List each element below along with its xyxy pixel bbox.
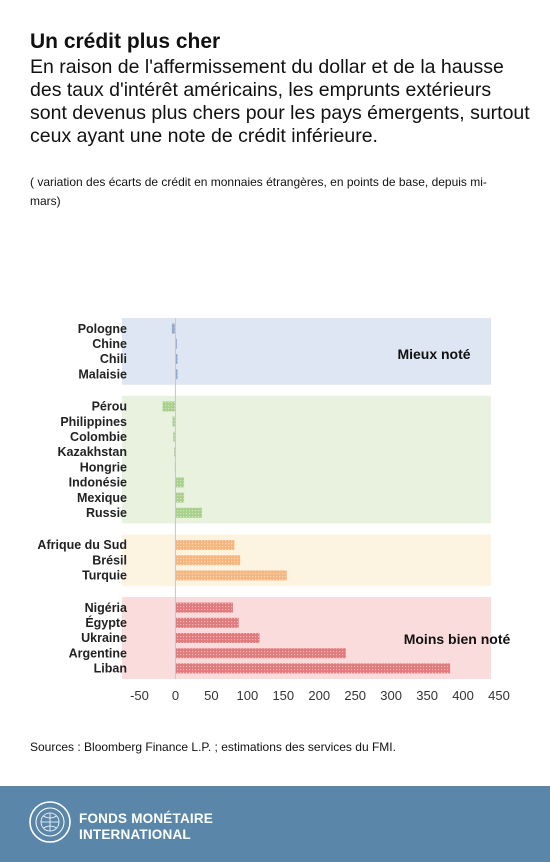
group-label: Mieux noté (397, 346, 471, 362)
category-label: Pérou (91, 399, 127, 414)
category-label: Chili (99, 352, 127, 367)
category-label: Russie (86, 506, 127, 520)
category-labels (37, 322, 128, 676)
x-tick-label: 300 (380, 688, 403, 703)
bar-texture (172, 324, 176, 334)
source-note: Sources : Bloomberg Finance L.P. ; estimations des services du FMI. (30, 740, 396, 754)
bar-chart (0, 300, 550, 710)
category-label: Pologne (77, 321, 127, 336)
category-label: Turquie (82, 568, 127, 583)
bar-texture (175, 648, 345, 658)
category-label: Argentine (68, 646, 127, 661)
x-tick-label: -50 (130, 688, 149, 703)
category-label: Philippines (60, 414, 127, 429)
x-tick-label: 250 (344, 688, 367, 703)
bar-texture (175, 570, 286, 580)
x-tick-label: 100 (236, 688, 259, 703)
x-tick-label: 400 (452, 688, 474, 703)
category-label: Afrique du Sud (37, 538, 127, 553)
category-label: Colombie (70, 430, 127, 444)
bar-texture (175, 663, 450, 673)
x-tick-label: 50 (204, 688, 219, 703)
group-band (122, 396, 491, 524)
bar-texture (175, 603, 233, 613)
x-tick-label: 350 (416, 688, 438, 703)
category-label: Nigéria (84, 600, 127, 615)
org-line2: INTERNATIONAL (79, 827, 191, 842)
bar-texture (175, 555, 240, 565)
bar-texture (175, 540, 234, 550)
x-tick-labels (130, 688, 510, 703)
imf-wordmark (79, 811, 213, 843)
category-label: Chine (92, 337, 127, 351)
x-tick-label: 150 (272, 688, 295, 703)
category-label: Mexique (76, 490, 127, 505)
category-label: Liban (93, 661, 127, 676)
x-tick-label: 200 (308, 688, 331, 703)
footer-bar (0, 786, 550, 862)
x-tick-label: 450 (488, 688, 510, 703)
x-tick-label: 0 (171, 688, 180, 703)
category-label: Indonésie (68, 475, 127, 490)
bar-texture (175, 633, 259, 643)
category-label: Égypte (85, 616, 127, 630)
category-label: Hongrie (79, 460, 127, 475)
org-line1: FONDS MONÉTAIRE (79, 811, 213, 826)
bar-texture (175, 618, 238, 628)
chart-subtitle: En raison de l'affermissement du dollar et de la hausse des taux d'intérêt américains, les emprunts extérieurs sont devenus plus chers pour les pays émergents, surtout ceux ayant une note de crédit inférieure. (30, 56, 530, 147)
imf-seal-icon (28, 800, 72, 844)
category-label: Malaisie (78, 367, 127, 382)
bar-texture (163, 401, 176, 411)
category-label: Ukraine (81, 631, 127, 646)
bar-texture (175, 477, 184, 487)
category-label: Kazakhstan (57, 445, 127, 460)
bar-texture (175, 508, 202, 518)
category-label: Brésil (92, 553, 127, 568)
units-note: ( variation des écarts de crédit en monnaies étrangères, en points de base, depuis mi-mars) (30, 175, 487, 208)
group-label: Moins bien noté (403, 631, 511, 647)
chart-title: Un crédit plus cher (30, 30, 221, 53)
bar-texture (175, 493, 184, 503)
